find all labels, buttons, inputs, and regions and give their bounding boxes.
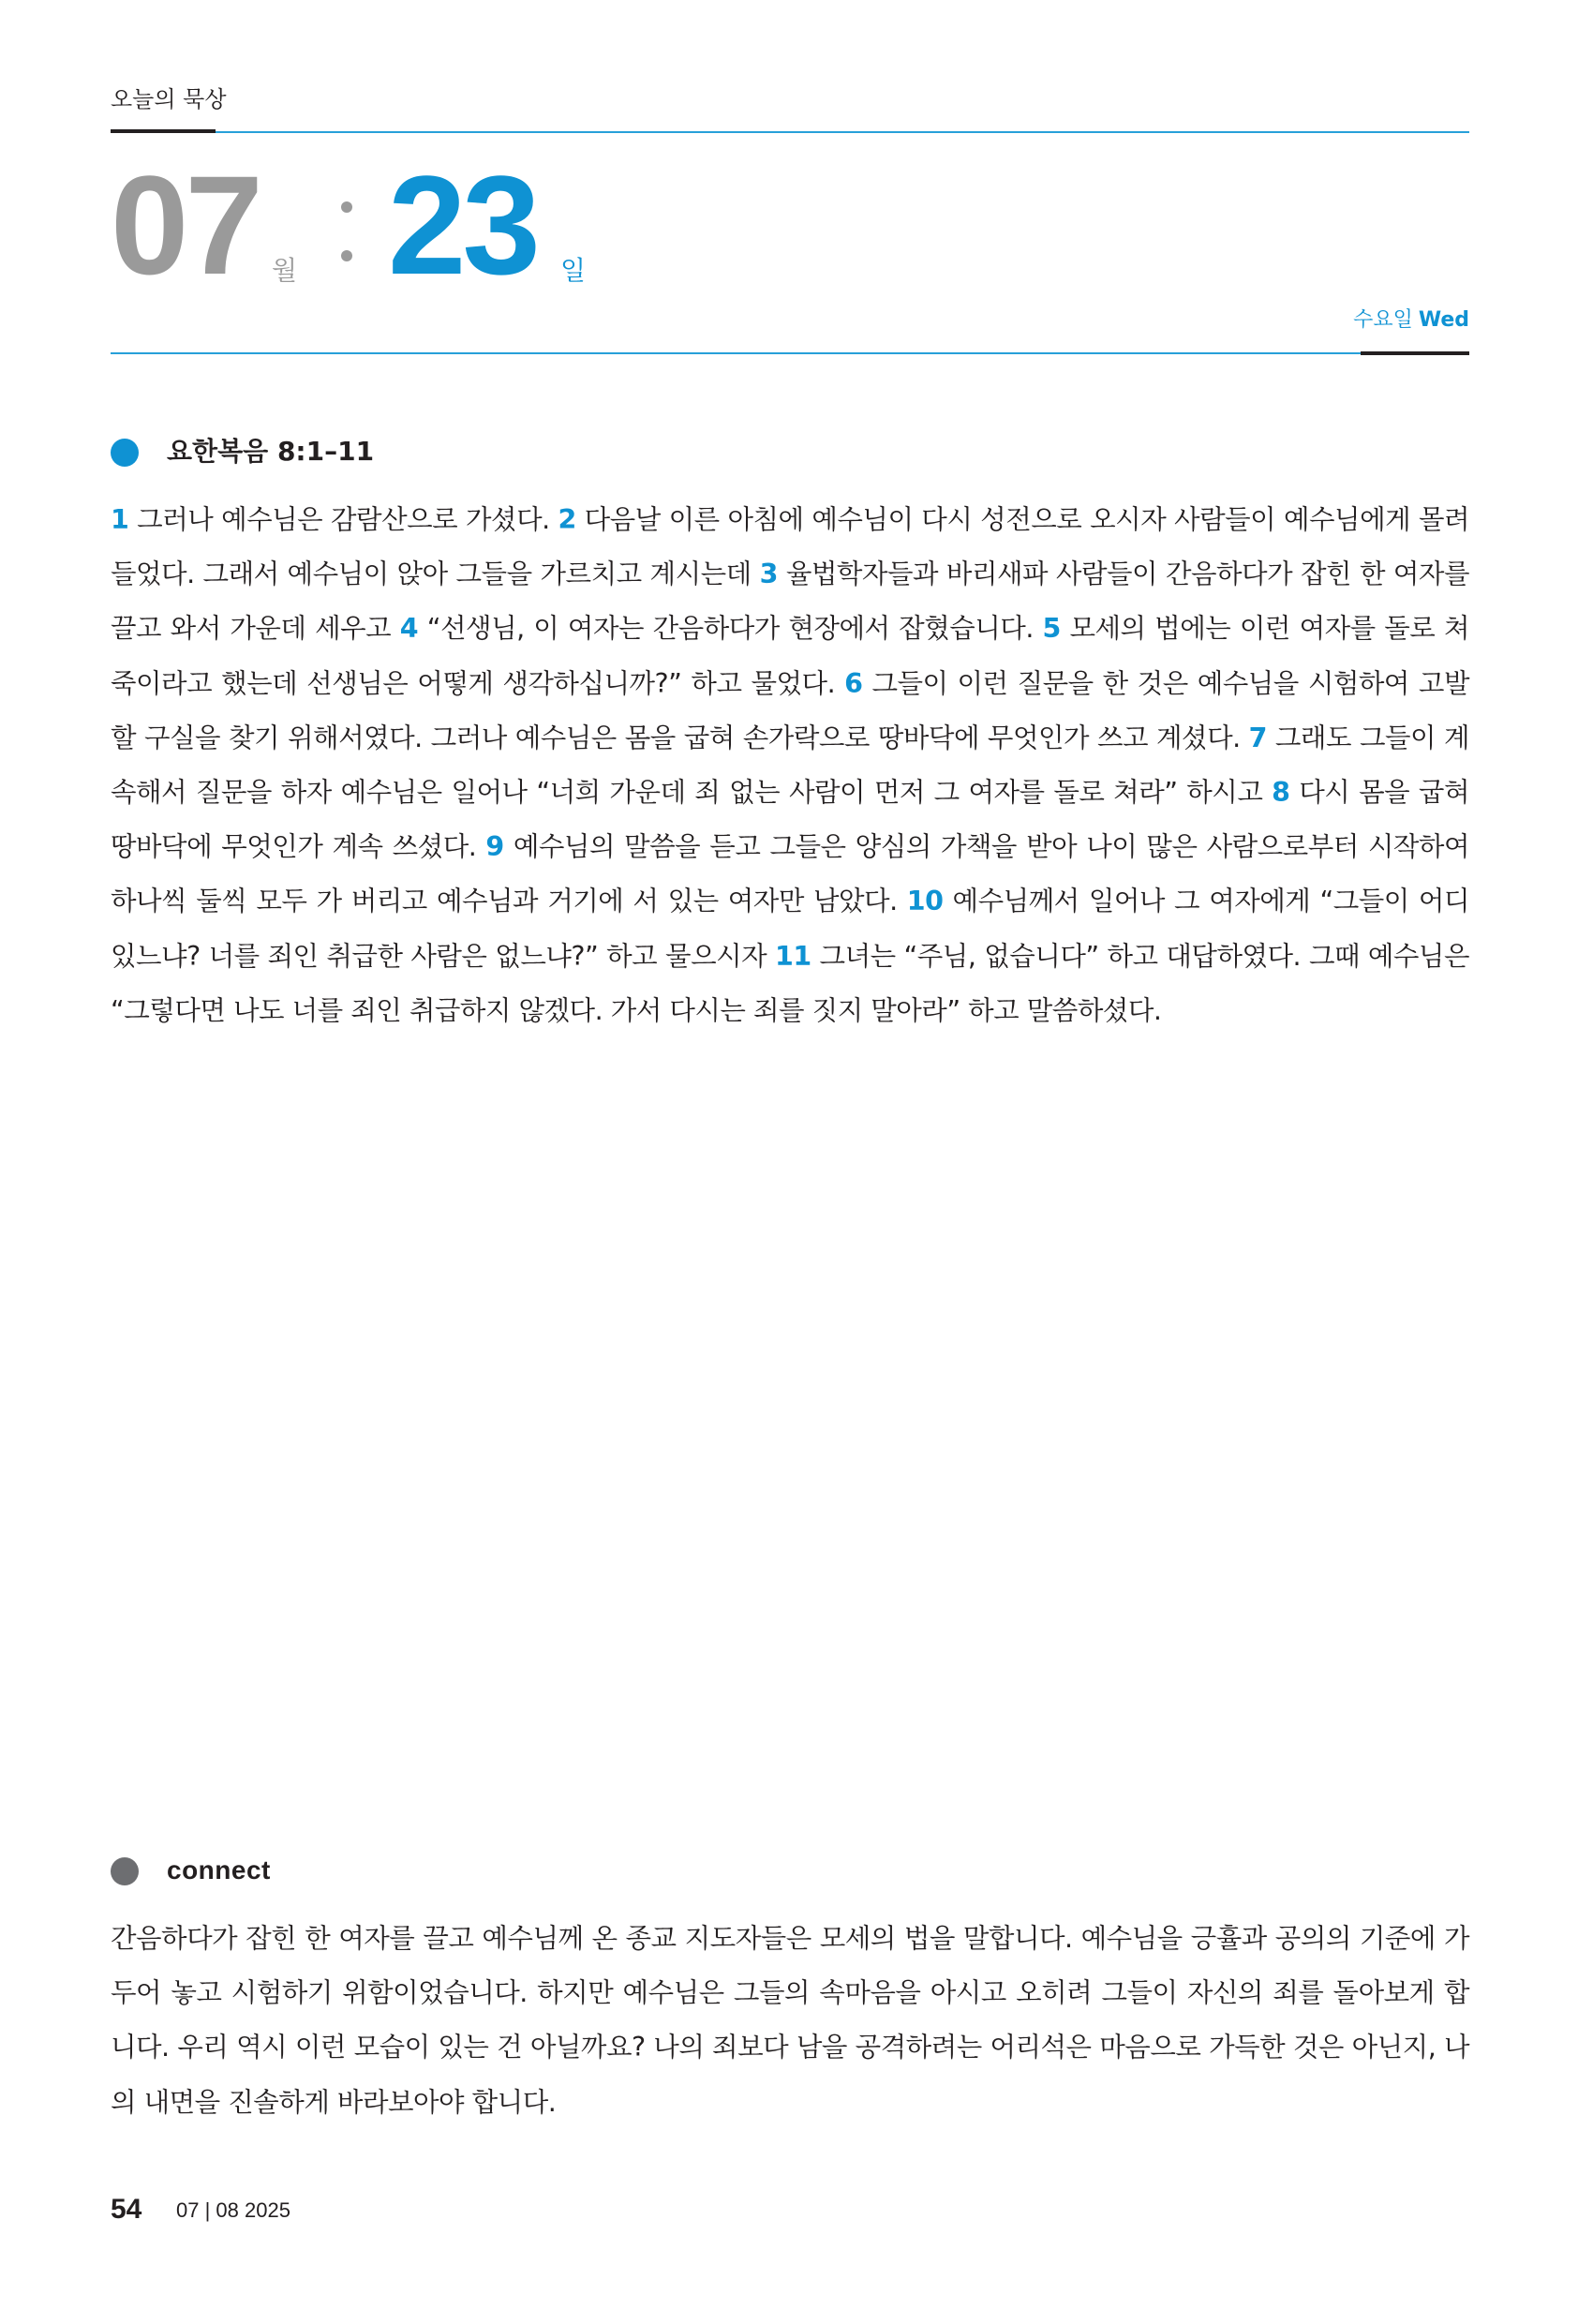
verse-text: 예수님께서 일어나 그 여자에게 “그들이 어디 있느냐? 너를 죄인 취급한 사람은 없느냐?” 하고 물으시자 <box>111 886 1469 972</box>
day-number: 23 <box>388 146 537 304</box>
verse-number: 11 <box>775 940 811 972</box>
month-number: 07 <box>111 146 260 304</box>
blue-bullet-icon <box>111 439 139 467</box>
verse-number: 5 <box>1042 613 1061 645</box>
date-rule-accent <box>1361 351 1469 355</box>
verse-number: 1 <box>111 504 129 535</box>
verse-number: 2 <box>558 504 576 535</box>
weekday-label <box>1353 304 1469 333</box>
top-rule-accent <box>111 129 216 133</box>
verse-text: 그녀는 “주님, 없습니다” 하고 대답하였다. 그때 예수님은 “그렇다면 나도 너를 죄인 취급하지 않겠다. 가서 다시는 죄를 짓지 말아라” 하고 말씀하셨다. <box>111 940 1469 1026</box>
section-header-label: 오늘의 묵상 <box>111 86 227 112</box>
verse-text: 다음날 이른 아침에 예수님이 다시 성전으로 오시자 사람들이 예수님에게 몰려들었다. 그래서 예수님이 앉아 그들을 가르치고 계시는데 <box>111 504 1470 590</box>
verse-text: “선생님, 이 여자는 간음하다가 현장에서 잡혔습니다. <box>426 613 1043 645</box>
connect-title: connect <box>167 1855 271 1885</box>
verse-text: 그러나 예수님은 감람산으로 가셨다. <box>137 504 558 535</box>
verse-text: 그들이 이런 질문을 한 것은 예수님을 시험하여 고발할 구실을 찾기 위해서였다. 그러나 예수님은 몸을 굽혀 손가락으로 땅바닥에 무엇인가 쓰고 계셨다. <box>111 667 1469 753</box>
connect-heading <box>111 1852 1469 1889</box>
verse-number: 4 <box>399 613 419 645</box>
verse-text: 모세의 법에는 이런 여자를 돌로 쳐죽이라고 했는데 선생님은 어떻게 생각하십니까?” 하고 물었다. <box>111 613 1469 699</box>
verse-number: 6 <box>844 667 863 699</box>
verse-number: 3 <box>759 559 778 590</box>
scripture-passage <box>111 493 1469 1038</box>
issue-date: 07 | 08 2025 <box>176 2198 290 2222</box>
weekday-english: Wed <box>1418 308 1469 332</box>
verse <box>400 613 1043 644</box>
date-display <box>111 146 1469 305</box>
verse-number: 9 <box>485 831 504 863</box>
verse-number: 7 <box>1248 722 1267 753</box>
verse-number: 10 <box>906 886 944 917</box>
day-unit: 일 <box>560 255 587 286</box>
verse-text: 그래도 그들이 계속해서 질문을 하자 예수님은 일어나 “너희 가운데 죄 없는 사람이 먼저 그 여자를 돌로 쳐라” 하시고 <box>111 722 1470 809</box>
verse-text: 다시 몸을 굽혀 땅바닥에 무엇인가 계속 쓰셨다. <box>111 777 1469 863</box>
gray-bullet-icon <box>111 1857 139 1885</box>
month-unit: 월 <box>272 255 298 286</box>
verse-text: 예수님의 말씀을 듣고 그들은 양심의 가책을 받아 나이 많은 사람으로부터 시작하여 하나씩 둘씩 모두 가 버리고 예수님과 거기에 서 있는 여자만 남았다. <box>111 831 1469 917</box>
top-rule-blue <box>111 131 1469 133</box>
scripture-reference: 요한복음 8:1–11 <box>167 436 375 467</box>
page-number: 54 <box>111 2194 142 2225</box>
date-colon-separator <box>341 201 352 267</box>
verse-text: 율법학자들과 바리새파 사람들이 간음하다가 잡힌 한 여자를 끌고 와서 가운데 세우고 <box>111 559 1469 645</box>
verse-number: 8 <box>1272 777 1290 809</box>
date-rule-blue <box>111 352 1469 354</box>
scripture-heading <box>111 433 1469 470</box>
page-footer <box>111 2191 860 2228</box>
connect-body: 간음하다가 잡힌 한 여자를 끌고 예수님께 온 종교 지도자들은 모세의 법을 말합니다. 예수님을 긍휼과 공의의 기준에 가두어 놓고 시험하기 위함이었습니다. 하지만 예수님은 그들의 속마음을 아시고 오히려 그들이 자신의 죄를 돌아보게 합니다. 우리 역시 이런 모습이 있는 건 아닐까요? 나의 죄보다 남을 공격하려는 어리석은 마음으로 가득한 것은 아닌지, 나의 내면을 진솔하게 바라보아야 합니다. <box>111 1923 1469 2118</box>
verse <box>111 504 558 535</box>
weekday-korean: 수요일 <box>1353 308 1413 332</box>
